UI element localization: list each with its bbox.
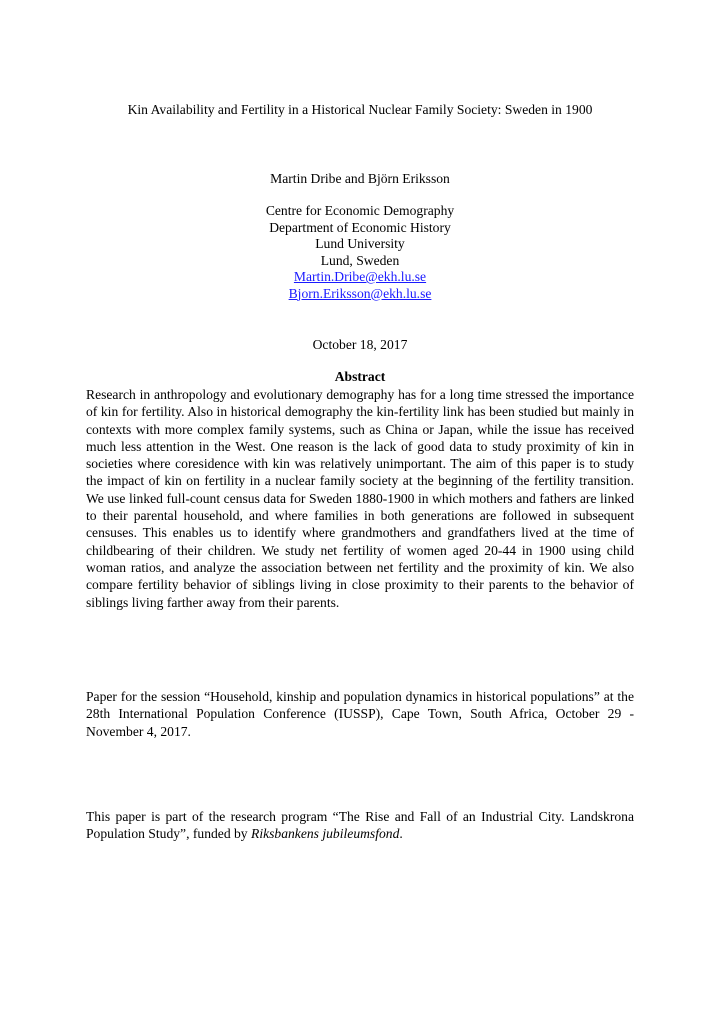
affiliation-centre: Centre for Economic Demography [265, 203, 455, 218]
affiliation-block [0, 203, 720, 302]
email-link-dribe[interactable]: Martin.Dribe@ekh.lu.se [293, 269, 427, 284]
abstract-heading: Abstract [334, 369, 386, 384]
session-note: Paper for the session “Household, kinship and population dynamics in historical populations” at the 28th International Population Conference (IUSSP), Cape Town, South Africa, October 29 - November 4, 2017. [86, 689, 634, 739]
affiliation-location: Lund, Sweden [320, 252, 400, 268]
abstract-body: Research in anthropology and evolutionary demography has for a long time stressed the importance of kin for fertility. Also in historical demography the kin-fertility link has been studied but mainly in contexts with more complex family systems, such as China or Japan, while the issue has received much less attention in the West. One reason is the lack of good data to study proximity of kin in societies where coresidence with kin was relatively unimportant. The aim of this paper is to study the impact of kin on fertility in a nuclear family society at the beginning of the fertility transition. We use linked full-count census data for Sweden 1880-1900 in which mothers and fathers are linked to their parental household, and where families in both generations are followed in subsequent censuses. This enables us to identify where grandmothers and grandfathers lived at the time of childbearing of their children. We study net fertility of women aged 20-44 in 1900 using child woman ratios, and analyze the association between net fertility and the proximity of kin. We also compare fertility behavior of siblings living in close proximity to their parents to the behavior of siblings living farther away from their parents. [86, 387, 634, 610]
paper-title: Kin Availability and Fertility in a Historical Nuclear Family Society: Sweden in 1900 [127, 102, 593, 117]
affiliation-university: Lund University [315, 236, 405, 251]
funding-note [86, 808, 634, 843]
paper-date: October 18, 2017 [312, 337, 408, 352]
email-link-eriksson[interactable]: Bjorn.Eriksson@ekh.lu.se [288, 285, 432, 301]
funding-note-suffix: . [399, 826, 403, 842]
affiliation-department: Department of Economic History [269, 219, 451, 235]
funder-name: Riksbankens jubileumsfond [251, 826, 400, 842]
funding-note-prefix: This paper is part of the research program “The Rise and Fall of an Industrial City. Landskrona Population Study”, funded by [86, 809, 634, 842]
author-names: Martin Dribe and Björn Eriksson [270, 171, 450, 186]
